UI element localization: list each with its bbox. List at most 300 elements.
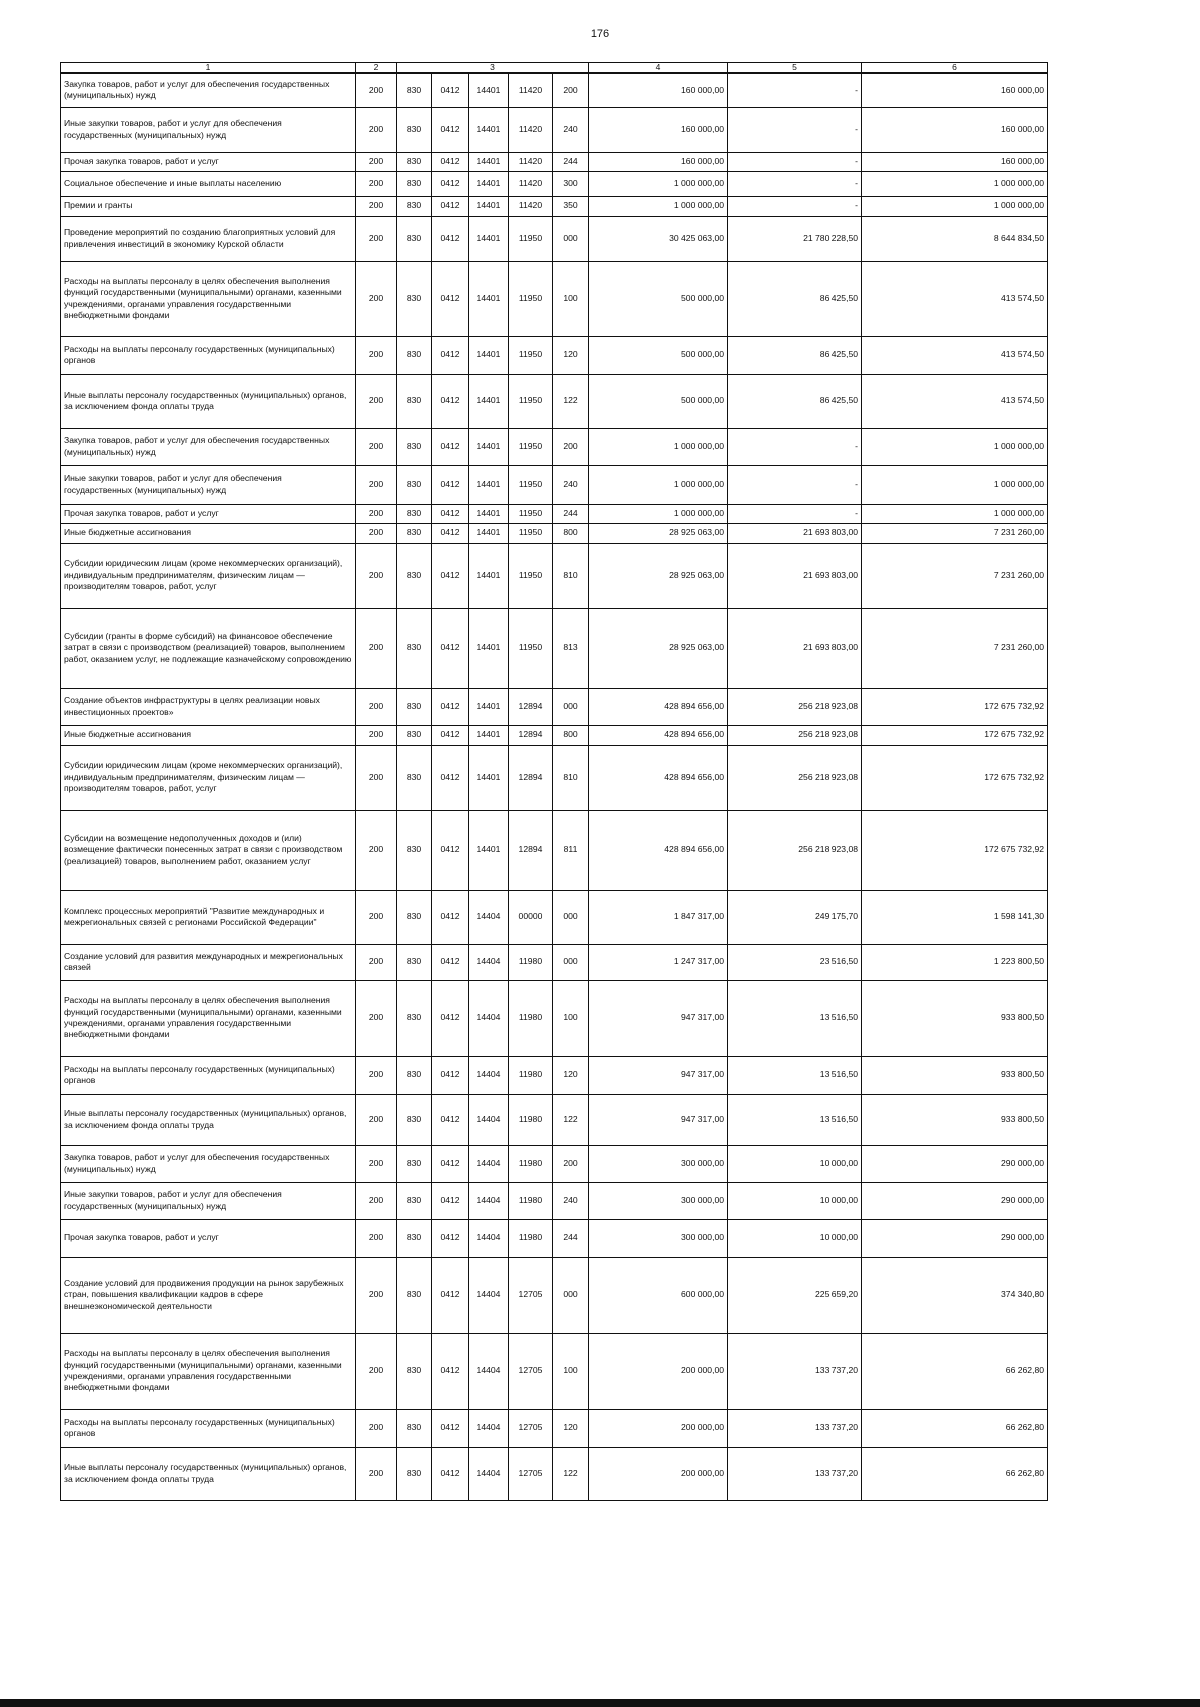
table-row: [61, 73, 1048, 107]
code-ministry: 830: [397, 543, 432, 608]
value-col-4: 160 000,00: [589, 107, 728, 152]
code-direction: 11980: [509, 944, 553, 980]
value-col-5: 86 425,50: [728, 336, 862, 374]
code-admin: 200: [356, 523, 397, 543]
row-name: Субсидии на возмещение недополученных доходов и (или) возмещение фактически понесенных затрат в связи с производством (реализацией) товаров, выполнением работ, оказанием услуг: [61, 810, 356, 890]
code-ministry: 830: [397, 261, 432, 336]
value-col-5: 21 693 803,00: [728, 608, 862, 688]
value-col-6: 160 000,00: [862, 107, 1048, 152]
value-col-4: 28 925 063,00: [589, 608, 728, 688]
code-program: 14401: [469, 608, 509, 688]
code-expense-type: 240: [553, 465, 589, 504]
value-col-4: 200 000,00: [589, 1333, 728, 1409]
table-row: [61, 1447, 1048, 1500]
code-program: 14404: [469, 1409, 509, 1447]
table-row: [61, 216, 1048, 261]
table-row: [61, 523, 1048, 543]
code-program: 14401: [469, 216, 509, 261]
value-col-6: 290 000,00: [862, 1145, 1048, 1182]
value-col-6: 1 223 800,50: [862, 944, 1048, 980]
code-expense-type: 811: [553, 810, 589, 890]
table-row: [61, 152, 1048, 171]
code-expense-type: 240: [553, 1182, 589, 1219]
code-direction: 11950: [509, 523, 553, 543]
value-col-6: 1 598 141,30: [862, 890, 1048, 944]
value-col-4: 500 000,00: [589, 261, 728, 336]
code-expense-type: 120: [553, 336, 589, 374]
code-program: 14401: [469, 171, 509, 196]
code-direction: 11980: [509, 1094, 553, 1145]
code-admin: 200: [356, 1182, 397, 1219]
code-direction: 12894: [509, 810, 553, 890]
code-section: 0412: [432, 1094, 469, 1145]
code-expense-type: 200: [553, 1145, 589, 1182]
code-direction: 11980: [509, 1056, 553, 1094]
row-name: Прочая закупка товаров, работ и услуг: [61, 504, 356, 523]
value-col-4: 1 000 000,00: [589, 171, 728, 196]
code-program: 14401: [469, 336, 509, 374]
code-ministry: 830: [397, 1056, 432, 1094]
value-col-6: 1 000 000,00: [862, 465, 1048, 504]
code-admin: 200: [356, 107, 397, 152]
code-ministry: 830: [397, 374, 432, 428]
code-direction: 11950: [509, 336, 553, 374]
code-ministry: 830: [397, 196, 432, 216]
code-expense-type: 240: [553, 107, 589, 152]
code-section: 0412: [432, 1409, 469, 1447]
value-col-5: 133 737,20: [728, 1333, 862, 1409]
value-col-4: 1 847 317,00: [589, 890, 728, 944]
header-col-6: 6: [862, 63, 1048, 74]
code-direction: 11950: [509, 374, 553, 428]
value-col-5: -: [728, 504, 862, 523]
value-col-6: 413 574,50: [862, 336, 1048, 374]
code-section: 0412: [432, 1333, 469, 1409]
code-program: 14401: [469, 504, 509, 523]
code-expense-type: 244: [553, 1219, 589, 1257]
code-expense-type: 244: [553, 504, 589, 523]
code-program: 14401: [469, 73, 509, 107]
code-ministry: 830: [397, 171, 432, 196]
table-row: [61, 745, 1048, 810]
code-admin: 200: [356, 745, 397, 810]
row-name: Иные закупки товаров, работ и услуг для обеспечения государственных (муниципальных) нужд: [61, 465, 356, 504]
value-col-6: 933 800,50: [862, 1094, 1048, 1145]
row-name: Закупка товаров, работ и услуг для обеспечения государственных (муниципальных) нужд: [61, 1145, 356, 1182]
value-col-4: 428 894 656,00: [589, 745, 728, 810]
code-admin: 200: [356, 944, 397, 980]
code-ministry: 830: [397, 523, 432, 543]
code-ministry: 830: [397, 107, 432, 152]
table-row: [61, 1333, 1048, 1409]
code-section: 0412: [432, 745, 469, 810]
row-name: Субсидии юридическим лицам (кроме некоммерческих организаций), индивидуальным предпринимателям, физическим лицам — производителям товаров, работ, услуг: [61, 745, 356, 810]
row-name: Иные бюджетные ассигнования: [61, 725, 356, 745]
value-col-4: 500 000,00: [589, 336, 728, 374]
code-section: 0412: [432, 428, 469, 465]
code-ministry: 830: [397, 1182, 432, 1219]
table-row: [61, 428, 1048, 465]
code-program: 14404: [469, 1257, 509, 1333]
value-col-5: 10 000,00: [728, 1182, 862, 1219]
code-program: 14401: [469, 465, 509, 504]
value-col-5: 21 693 803,00: [728, 543, 862, 608]
code-program: 14401: [469, 152, 509, 171]
row-name: Комплекс процессных мероприятий "Развитие международных и межрегиональных связей с регионами Российской Федерации": [61, 890, 356, 944]
code-admin: 200: [356, 725, 397, 745]
code-admin: 200: [356, 196, 397, 216]
header-col-2: 2: [356, 63, 397, 74]
code-direction: 11950: [509, 543, 553, 608]
code-ministry: 830: [397, 944, 432, 980]
row-name: Иные закупки товаров, работ и услуг для обеспечения государственных (муниципальных) нужд: [61, 107, 356, 152]
row-name: Иные выплаты персоналу государственных (муниципальных) органов, за исключением фонда оплаты труда: [61, 374, 356, 428]
code-section: 0412: [432, 465, 469, 504]
code-direction: 11980: [509, 1145, 553, 1182]
code-ministry: 830: [397, 608, 432, 688]
table-row: [61, 374, 1048, 428]
code-direction: 12894: [509, 688, 553, 725]
code-section: 0412: [432, 73, 469, 107]
table-row: [61, 1409, 1048, 1447]
code-ministry: 830: [397, 1447, 432, 1500]
value-col-6: 172 675 732,92: [862, 688, 1048, 725]
code-program: 14404: [469, 890, 509, 944]
value-col-6: 66 262,80: [862, 1447, 1048, 1500]
code-section: 0412: [432, 1056, 469, 1094]
value-col-5: 13 516,50: [728, 1094, 862, 1145]
value-col-6: 160 000,00: [862, 152, 1048, 171]
code-program: 14401: [469, 428, 509, 465]
code-direction: 11980: [509, 1182, 553, 1219]
code-admin: 200: [356, 374, 397, 428]
code-ministry: 830: [397, 504, 432, 523]
code-ministry: 830: [397, 810, 432, 890]
code-program: 14404: [469, 1094, 509, 1145]
scan-bottom-edge: [0, 1699, 1200, 1707]
row-name: Субсидии (гранты в форме субсидий) на финансовое обеспечение затрат в связи с производством (реализацией) товаров, выполнением работ, оказанием услуг, не подлежащие казначейскому сопровождению: [61, 608, 356, 688]
code-admin: 200: [356, 1219, 397, 1257]
value-col-4: 300 000,00: [589, 1182, 728, 1219]
value-col-4: 28 925 063,00: [589, 523, 728, 543]
code-direction: 12705: [509, 1447, 553, 1500]
code-direction: 11950: [509, 216, 553, 261]
code-program: 14404: [469, 1182, 509, 1219]
code-ministry: 830: [397, 980, 432, 1056]
code-admin: 200: [356, 688, 397, 725]
table-row: [61, 688, 1048, 725]
value-col-4: 1 000 000,00: [589, 504, 728, 523]
value-col-5: 86 425,50: [728, 374, 862, 428]
code-direction: 11950: [509, 261, 553, 336]
value-col-4: 500 000,00: [589, 374, 728, 428]
header-col-1: 1: [61, 63, 356, 74]
code-program: 14401: [469, 725, 509, 745]
code-admin: 200: [356, 980, 397, 1056]
code-expense-type: 350: [553, 196, 589, 216]
code-ministry: 830: [397, 1409, 432, 1447]
row-name: Иные закупки товаров, работ и услуг для обеспечения государственных (муниципальных) нужд: [61, 1182, 356, 1219]
code-ministry: 830: [397, 1333, 432, 1409]
table-row: [61, 1182, 1048, 1219]
code-admin: 200: [356, 73, 397, 107]
code-expense-type: 000: [553, 944, 589, 980]
value-col-5: 256 218 923,08: [728, 688, 862, 725]
code-expense-type: 100: [553, 980, 589, 1056]
code-section: 0412: [432, 1257, 469, 1333]
code-admin: 200: [356, 1056, 397, 1094]
code-program: 14401: [469, 374, 509, 428]
code-admin: 200: [356, 504, 397, 523]
row-name: Социальное обеспечение и иные выплаты населению: [61, 171, 356, 196]
value-col-6: 1 000 000,00: [862, 171, 1048, 196]
value-col-6: 413 574,50: [862, 374, 1048, 428]
value-col-4: 200 000,00: [589, 1447, 728, 1500]
page-number: 176: [590, 28, 610, 40]
code-expense-type: 000: [553, 1257, 589, 1333]
code-expense-type: 300: [553, 171, 589, 196]
code-ministry: 830: [397, 1219, 432, 1257]
value-col-4: 300 000,00: [589, 1145, 728, 1182]
code-direction: 12894: [509, 745, 553, 810]
row-name: Иные выплаты персоналу государственных (муниципальных) органов, за исключением фонда оплаты труда: [61, 1094, 356, 1145]
row-name: Расходы на выплаты персоналу в целях обеспечения выполнения функций государственными (муниципальными) органами, казенными учреждениями, органами управления государственными внебюджетными фондами: [61, 261, 356, 336]
value-col-5: -: [728, 107, 862, 152]
code-section: 0412: [432, 1219, 469, 1257]
code-expense-type: 200: [553, 428, 589, 465]
code-section: 0412: [432, 890, 469, 944]
code-ministry: 830: [397, 465, 432, 504]
code-ministry: 830: [397, 73, 432, 107]
code-program: 14404: [469, 1056, 509, 1094]
value-col-5: 86 425,50: [728, 261, 862, 336]
value-col-5: 21 693 803,00: [728, 523, 862, 543]
value-col-4: 30 425 063,00: [589, 216, 728, 261]
code-admin: 200: [356, 810, 397, 890]
code-ministry: 830: [397, 1257, 432, 1333]
code-expense-type: 244: [553, 152, 589, 171]
code-expense-type: 810: [553, 745, 589, 810]
code-expense-type: 122: [553, 1094, 589, 1145]
code-direction: 11980: [509, 980, 553, 1056]
code-direction: 11950: [509, 504, 553, 523]
row-name: Иные бюджетные ассигнования: [61, 523, 356, 543]
row-name: Расходы на выплаты персоналу в целях обеспечения выполнения функций государственными (муниципальными) органами, казенными учреждениями, органами управления государственными внебюджетными фондами: [61, 1333, 356, 1409]
code-ministry: 830: [397, 745, 432, 810]
code-program: 14404: [469, 944, 509, 980]
code-expense-type: 000: [553, 688, 589, 725]
value-col-5: 21 780 228,50: [728, 216, 862, 261]
row-name: Закупка товаров, работ и услуг для обеспечения государственных (муниципальных) нужд: [61, 428, 356, 465]
value-col-4: 300 000,00: [589, 1219, 728, 1257]
value-col-6: 172 675 732,92: [862, 810, 1048, 890]
table-row: [61, 543, 1048, 608]
code-ministry: 830: [397, 890, 432, 944]
value-col-6: 66 262,80: [862, 1333, 1048, 1409]
code-direction: 12705: [509, 1333, 553, 1409]
code-admin: 200: [356, 1447, 397, 1500]
value-col-6: 933 800,50: [862, 1056, 1048, 1094]
code-admin: 200: [356, 152, 397, 171]
code-section: 0412: [432, 152, 469, 171]
code-expense-type: 120: [553, 1056, 589, 1094]
code-program: 14404: [469, 1219, 509, 1257]
value-col-4: 947 317,00: [589, 1094, 728, 1145]
code-program: 14404: [469, 980, 509, 1056]
value-col-5: -: [728, 171, 862, 196]
row-name: Создание объектов инфраструктуры в целях реализации новых инвестиционных проектов»: [61, 688, 356, 725]
value-col-6: 172 675 732,92: [862, 745, 1048, 810]
table-row: [61, 171, 1048, 196]
code-section: 0412: [432, 1447, 469, 1500]
code-expense-type: 200: [553, 73, 589, 107]
code-direction: 11420: [509, 107, 553, 152]
value-col-4: 428 894 656,00: [589, 725, 728, 745]
code-direction: 11420: [509, 152, 553, 171]
code-admin: 200: [356, 336, 397, 374]
code-admin: 200: [356, 543, 397, 608]
code-program: 14404: [469, 1145, 509, 1182]
row-name: Создание условий для развития международных и межрегиональных связей: [61, 944, 356, 980]
table-row: [61, 1219, 1048, 1257]
code-ministry: 830: [397, 1145, 432, 1182]
value-col-5: -: [728, 152, 862, 171]
value-col-4: 28 925 063,00: [589, 543, 728, 608]
code-admin: 200: [356, 428, 397, 465]
code-program: 14404: [469, 1447, 509, 1500]
code-expense-type: 100: [553, 1333, 589, 1409]
value-col-6: 7 231 260,00: [862, 608, 1048, 688]
table-body: [61, 63, 1048, 1501]
value-col-5: -: [728, 465, 862, 504]
value-col-5: 256 218 923,08: [728, 810, 862, 890]
table-row: [61, 1257, 1048, 1333]
code-admin: 200: [356, 1257, 397, 1333]
value-col-5: 256 218 923,08: [728, 745, 862, 810]
code-admin: 200: [356, 1145, 397, 1182]
value-col-5: 13 516,50: [728, 1056, 862, 1094]
code-section: 0412: [432, 216, 469, 261]
code-direction: 12705: [509, 1409, 553, 1447]
table-row: [61, 261, 1048, 336]
code-expense-type: 122: [553, 1447, 589, 1500]
row-name: Проведение мероприятий по созданию благоприятных условий для привлечения инвестиций в экономику Курской области: [61, 216, 356, 261]
code-direction: 12894: [509, 725, 553, 745]
budget-table: [60, 62, 1048, 1501]
row-name: Расходы на выплаты персоналу государственных (муниципальных) органов: [61, 1056, 356, 1094]
value-col-4: 1 000 000,00: [589, 428, 728, 465]
row-name: Расходы на выплаты персоналу государственных (муниципальных) органов: [61, 1409, 356, 1447]
table-row: [61, 980, 1048, 1056]
row-name: Иные выплаты персоналу государственных (муниципальных) органов, за исключением фонда оплаты труда: [61, 1447, 356, 1500]
value-col-6: 66 262,80: [862, 1409, 1048, 1447]
code-section: 0412: [432, 608, 469, 688]
value-col-5: 23 516,50: [728, 944, 862, 980]
header-col-5: 5: [728, 63, 862, 74]
code-section: 0412: [432, 171, 469, 196]
row-name: Прочая закупка товаров, работ и услуг: [61, 152, 356, 171]
code-section: 0412: [432, 688, 469, 725]
table-row: [61, 1145, 1048, 1182]
code-admin: 200: [356, 608, 397, 688]
value-col-6: 290 000,00: [862, 1182, 1048, 1219]
row-name: Прочая закупка товаров, работ и услуг: [61, 1219, 356, 1257]
value-col-6: 172 675 732,92: [862, 725, 1048, 745]
table-row: [61, 1056, 1048, 1094]
code-expense-type: 000: [553, 216, 589, 261]
value-col-5: 10 000,00: [728, 1145, 862, 1182]
code-ministry: 830: [397, 725, 432, 745]
value-col-6: 413 574,50: [862, 261, 1048, 336]
value-col-4: 1 000 000,00: [589, 465, 728, 504]
value-col-4: 428 894 656,00: [589, 688, 728, 725]
value-col-5: 10 000,00: [728, 1219, 862, 1257]
code-admin: 200: [356, 890, 397, 944]
code-admin: 200: [356, 465, 397, 504]
row-name: Создание условий для продвижения продукции на рынок зарубежных стран, повышения квалификации кадров в сфере внешнеэкономической деятельности: [61, 1257, 356, 1333]
table-row: [61, 1094, 1048, 1145]
code-program: 14401: [469, 543, 509, 608]
table-row: [61, 107, 1048, 152]
value-col-4: 160 000,00: [589, 152, 728, 171]
value-col-4: 200 000,00: [589, 1409, 728, 1447]
code-expense-type: 800: [553, 523, 589, 543]
code-section: 0412: [432, 944, 469, 980]
code-section: 0412: [432, 810, 469, 890]
code-section: 0412: [432, 725, 469, 745]
code-section: 0412: [432, 523, 469, 543]
code-admin: 200: [356, 1333, 397, 1409]
code-direction: 11420: [509, 171, 553, 196]
code-program: 14401: [469, 810, 509, 890]
code-ministry: 830: [397, 1094, 432, 1145]
value-col-5: 256 218 923,08: [728, 725, 862, 745]
code-section: 0412: [432, 196, 469, 216]
value-col-4: 947 317,00: [589, 1056, 728, 1094]
value-col-6: 7 231 260,00: [862, 543, 1048, 608]
code-expense-type: 120: [553, 1409, 589, 1447]
value-col-6: 1 000 000,00: [862, 196, 1048, 216]
code-direction: 11950: [509, 608, 553, 688]
value-col-5: -: [728, 73, 862, 107]
code-program: 14401: [469, 745, 509, 810]
code-expense-type: 100: [553, 261, 589, 336]
code-program: 14401: [469, 688, 509, 725]
row-name: Субсидии юридическим лицам (кроме некоммерческих организаций), индивидуальным предпринимателям, физическим лицам — производителям товаров, работ, услуг: [61, 543, 356, 608]
code-expense-type: 000: [553, 890, 589, 944]
value-col-5: -: [728, 196, 862, 216]
value-col-4: 428 894 656,00: [589, 810, 728, 890]
table-row: [61, 465, 1048, 504]
code-section: 0412: [432, 980, 469, 1056]
code-admin: 200: [356, 1094, 397, 1145]
table-row: [61, 810, 1048, 890]
code-section: 0412: [432, 1145, 469, 1182]
value-col-4: 1 000 000,00: [589, 196, 728, 216]
code-expense-type: 800: [553, 725, 589, 745]
table-row: [61, 504, 1048, 523]
code-program: 14401: [469, 196, 509, 216]
code-program: 14401: [469, 261, 509, 336]
value-col-5: 133 737,20: [728, 1409, 862, 1447]
code-direction: 11420: [509, 196, 553, 216]
value-col-6: 1 000 000,00: [862, 428, 1048, 465]
value-col-6: 374 340,80: [862, 1257, 1048, 1333]
code-direction: 12705: [509, 1257, 553, 1333]
code-section: 0412: [432, 261, 469, 336]
code-direction: 11980: [509, 1219, 553, 1257]
code-ministry: 830: [397, 688, 432, 725]
